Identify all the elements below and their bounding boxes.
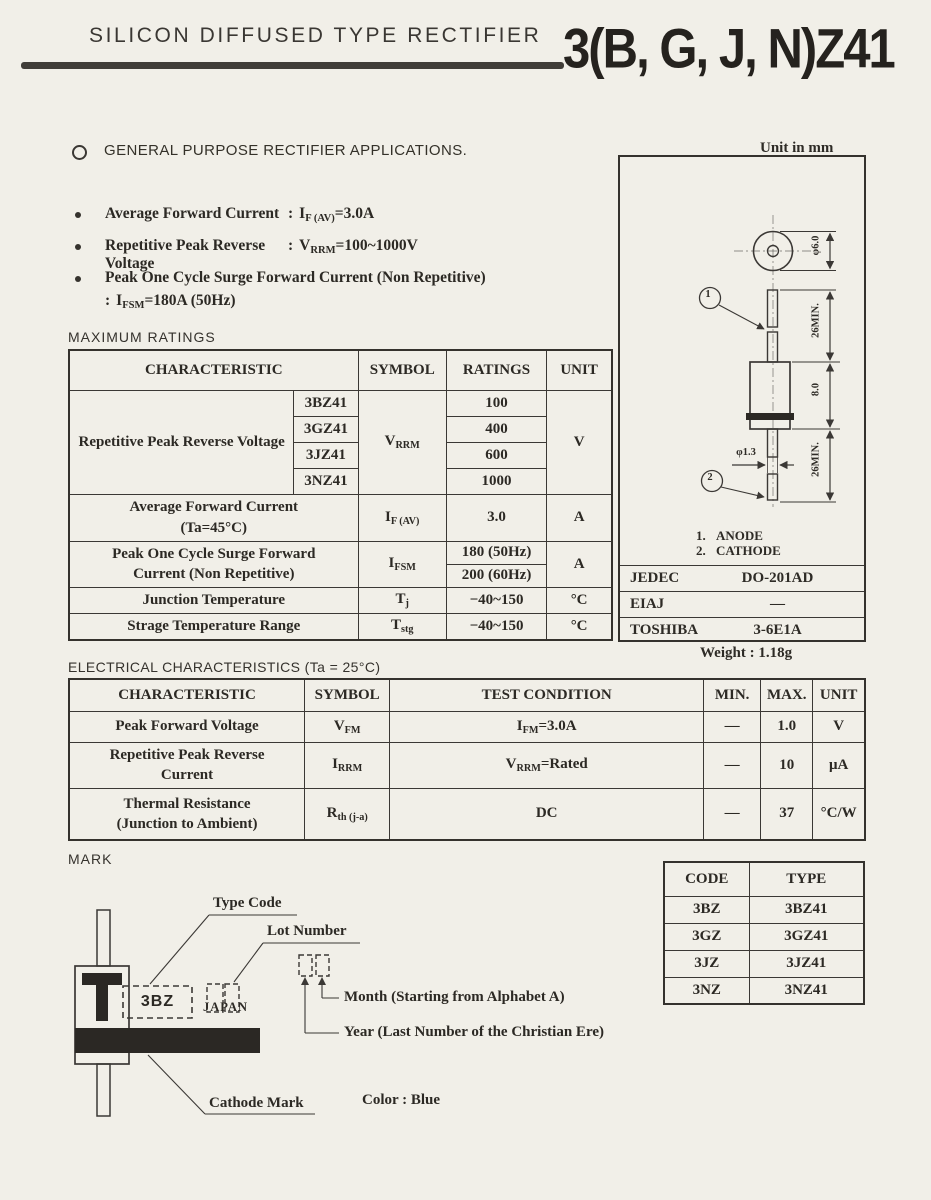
tstg-name: Strage Temperature Range: [69, 613, 358, 640]
origin-mark: JAPAN: [203, 1000, 249, 1014]
rating-cell: 200 (60Hz): [446, 564, 546, 587]
callout-2: 2: [707, 472, 713, 483]
pin-number: 2.: [696, 543, 706, 558]
toshiba-logo-mark: [82, 973, 122, 1021]
rating-cell: 400: [446, 416, 546, 442]
feature-surge-current-value: [105, 292, 236, 311]
vrrm-symbol: $V_{RRM}$: [358, 390, 446, 494]
type-cell: 3GZ41: [294, 416, 358, 442]
col-unit: UNIT: [813, 679, 865, 711]
table-row: [69, 494, 612, 541]
table-row: [69, 788, 865, 840]
rating-cell: −40~150: [446, 613, 546, 640]
char-cell: Thermal Resistance (Junction to Ambient): [69, 788, 305, 840]
col-characteristic: CHARACTERISTIC: [69, 679, 305, 711]
feature-symbol: $I_{F (AV)}=3.0A$: [299, 205, 375, 224]
unit-cell: A: [547, 541, 612, 587]
registry-label: TOSHIBA: [630, 622, 699, 638]
col-code: CODE: [664, 862, 749, 896]
registry-value: DO-201AD: [741, 570, 814, 586]
pin-name: CATHODE: [716, 543, 781, 558]
electrical-heading: ELECTRICAL CHARACTERISTICS (Ta = 25°C): [68, 659, 381, 675]
tstg-symbol: $T_{stg}$: [358, 613, 446, 640]
table-row: [664, 896, 864, 923]
pin-cathode: [696, 543, 781, 558]
ifsm-symbol: $I_{FSM}$: [358, 541, 446, 587]
table-row: [664, 923, 864, 950]
pin-legend: [696, 528, 781, 558]
unit-cell: °C/W: [813, 788, 865, 840]
tj-name: Junction Temperature: [69, 587, 358, 613]
unit-cell: °C: [547, 587, 612, 613]
ifav-name: Average Forward Current (Ta=45°C): [69, 494, 358, 541]
table-row: [664, 950, 864, 977]
code-cell: 3JZ: [664, 950, 749, 977]
month-label: Month (Starting from Alphabet A): [344, 989, 565, 1005]
bullet-icon: [75, 244, 81, 250]
table-header-row: [69, 350, 612, 390]
table-row: [69, 711, 865, 742]
feature-symbol: $V_{RRM}=100\sim 1000V$: [299, 237, 418, 256]
col-symbol: SYMBOL: [305, 679, 390, 711]
lot-number-label: Lot Number: [267, 923, 347, 939]
rating-cell: −40~150: [446, 587, 546, 613]
feature-label: Peak One Cycle Surge Forward Current (Non Repetitive): [105, 269, 486, 286]
registry-row-toshiba: [620, 617, 864, 643]
pin-name: ANODE: [716, 528, 763, 543]
code-cell: 3NZ: [664, 977, 749, 1004]
dim-lead-diameter: φ1.3: [736, 447, 756, 458]
unit-cell: V: [813, 711, 865, 742]
dim-top-diameter: φ6.0: [810, 235, 822, 256]
code-type-table: [663, 861, 865, 1005]
tj-symbol: $T_j$: [358, 587, 446, 613]
cathode-band: [75, 1028, 260, 1053]
vrrm-unit: V: [547, 390, 612, 494]
applications-text: GENERAL PURPOSE RECTIFIER APPLICATIONS.: [104, 142, 468, 159]
symbol-cell: $R_{th (j-a)}$: [305, 788, 390, 840]
type-cell: 3JZ41: [749, 950, 864, 977]
table-row: [69, 390, 612, 416]
code-cell: 3GZ: [664, 923, 749, 950]
pin-anode: [696, 528, 781, 543]
symbol-cell: $I_{RRM}$: [305, 742, 390, 788]
type-cell: 3JZ41: [294, 442, 358, 468]
page-title: SILICON DIFFUSED TYPE RECTIFIER: [89, 24, 542, 47]
table-row: [69, 587, 612, 613]
unit-cell: °C: [547, 613, 612, 640]
symbol-cell: $V_{FM}$: [305, 711, 390, 742]
rating-cell: 600: [446, 442, 546, 468]
min-cell: —: [704, 742, 761, 788]
registry-label: JEDEC: [630, 570, 680, 586]
package-outline-panel: [618, 155, 866, 642]
table-row: [69, 742, 865, 788]
test-cell: $V_{RRM}=Rated$: [390, 742, 704, 788]
table-header-row: [664, 862, 864, 896]
rating-cell: 3.0: [446, 494, 546, 541]
char-cell: Peak Forward Voltage: [69, 711, 305, 742]
type-cell: 3NZ41: [294, 468, 358, 494]
rating-cell: 100: [446, 390, 546, 416]
year-label: Year (Last Number of the Christian Ere): [344, 1024, 604, 1040]
test-cell: DC: [390, 788, 704, 840]
ifav-symbol: $I_{F (AV)}$: [358, 494, 446, 541]
table-row: [69, 541, 612, 564]
table-header-row: [69, 679, 865, 711]
max-ratings-heading: MAXIMUM RATINGS: [68, 329, 216, 345]
col-max: MAX.: [761, 679, 813, 711]
registry-row-jedec: [620, 565, 864, 591]
registry-row-eiaj: [620, 591, 864, 617]
unit-cell: μA: [813, 742, 865, 788]
max-cell: 37: [761, 788, 813, 840]
weight-note: Weight : 1.18g: [700, 645, 793, 661]
vrrm-name: Repetitive Peak Reverse Voltage: [69, 390, 294, 494]
max-cell: 10: [761, 742, 813, 788]
registry-value: —: [770, 596, 785, 612]
max-cell: 1.0: [761, 711, 813, 742]
type-cell: 3BZ41: [294, 390, 358, 416]
callout-1: 1: [705, 289, 711, 300]
dim-body-length: 8.0: [810, 382, 822, 397]
device-code-mark: 3BZ: [140, 993, 175, 1010]
col-ratings: RATINGS: [446, 350, 546, 390]
ifsm-name: Peak One Cycle Surge Forward Current (Non Repetitive): [69, 541, 358, 587]
table-row: [664, 977, 864, 1004]
col-unit: UNIT: [547, 350, 612, 390]
type-cell: 3GZ41: [749, 923, 864, 950]
min-cell: —: [704, 788, 761, 840]
feature-colon: :: [288, 237, 294, 254]
rating-cell: 180 (50Hz): [446, 541, 546, 564]
package-drawing: [620, 157, 864, 565]
pin-number: 1.: [696, 528, 706, 543]
col-type: TYPE: [749, 862, 864, 896]
col-characteristic: CHARACTERISTIC: [69, 350, 358, 390]
max-ratings-table: [68, 349, 613, 641]
unit-cell: A: [547, 494, 612, 541]
char-cell: Repetitive Peak Reverse Current: [69, 742, 305, 788]
feature-peak-reverse-voltage: [75, 237, 695, 273]
mark-heading: MARK: [68, 851, 113, 867]
feature-label: Repetitive Peak Reverse Voltage: [105, 237, 266, 272]
col-min: MIN.: [704, 679, 761, 711]
type-cell: 3BZ41: [749, 896, 864, 923]
feature-colon: :: [288, 205, 294, 222]
electrical-table: [68, 678, 866, 841]
rating-cell: 1000: [446, 468, 546, 494]
type-cell: 3NZ41: [749, 977, 864, 1004]
bullet-icon: [75, 276, 81, 282]
feature-symbol: $I_{FSM}=180A$ (50Hz): [116, 292, 236, 311]
col-test-condition: TEST CONDITION: [390, 679, 704, 711]
part-number: 3(B, G, J, N)Z41: [563, 17, 894, 80]
type-code-label: Type Code: [213, 895, 282, 911]
dim-lead-bottom: 26MIN.: [810, 442, 822, 477]
feature-colon: :: [105, 292, 111, 309]
feature-label: Average Forward Current: [105, 205, 280, 222]
bullet-icon: [75, 212, 81, 218]
dim-lead-top: 26MIN.: [810, 303, 822, 338]
col-symbol: SYMBOL: [358, 350, 446, 390]
feature-average-forward-current: [75, 205, 695, 224]
registry-label: EIAJ: [630, 596, 665, 612]
min-cell: —: [704, 711, 761, 742]
color-note: Color : Blue: [362, 1092, 441, 1108]
table-row: [69, 613, 612, 640]
unit-note: Unit in mm: [760, 140, 834, 156]
registry-value: 3-6E1A: [753, 622, 802, 638]
open-circle-bullet-icon: [72, 145, 87, 160]
title-rule: [21, 62, 564, 69]
code-cell: 3BZ: [664, 896, 749, 923]
cathode-mark-label: Cathode Mark: [209, 1095, 304, 1111]
test-cell: $I_{FM}=3.0A$: [390, 711, 704, 742]
